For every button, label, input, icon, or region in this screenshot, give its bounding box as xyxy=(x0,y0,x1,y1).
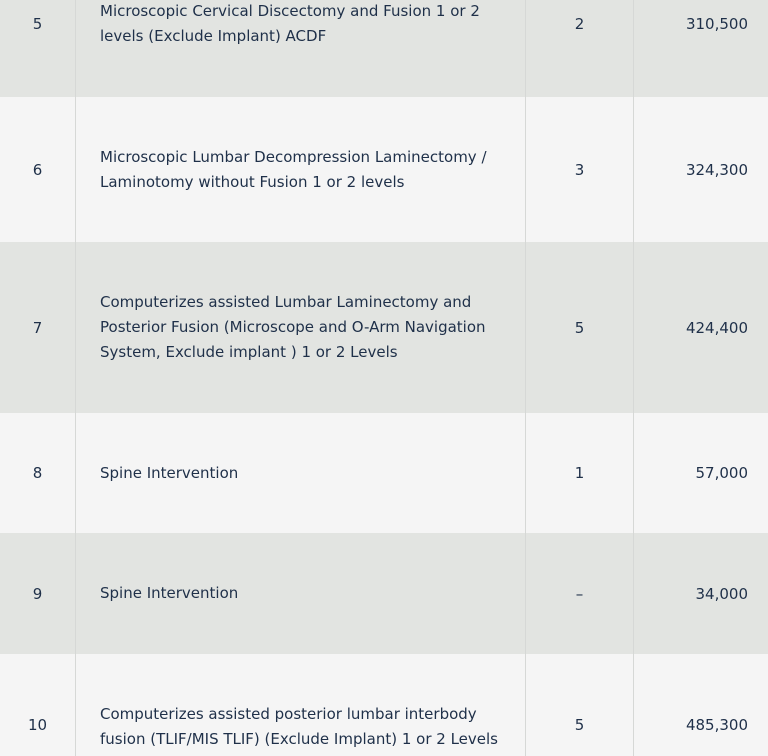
procedure-description: Spine Intervention xyxy=(76,533,526,654)
table-row xyxy=(0,97,768,242)
price: 34,000 xyxy=(695,584,748,603)
procedure-description: Spine Intervention xyxy=(76,413,526,533)
table-row xyxy=(0,0,768,97)
hospital-days: 5 xyxy=(526,654,634,756)
table-row xyxy=(0,413,768,533)
row-number: 8 xyxy=(0,413,76,533)
table-row xyxy=(0,242,768,413)
procedure-description: Computerizes assisted Lumbar Laminectomy and Posterior Fusion (Microscope and O-Arm Navigation System, Exclude implant ) 1 or 2 Levels xyxy=(76,242,526,413)
row-number: 9 xyxy=(0,533,76,654)
hospital-days: 5 xyxy=(526,242,634,413)
price: 485,300 xyxy=(685,716,748,734)
price: 57,000 xyxy=(695,464,748,482)
price: 310,500 xyxy=(685,14,748,33)
hospital-days: 1 xyxy=(526,413,634,533)
table-row xyxy=(0,654,768,756)
procedure-description: Microscopic Lumbar Decompression Laminectomy / Laminotomy without Fusion 1 or 2 levels xyxy=(76,97,526,242)
hospital-days: 3 xyxy=(526,97,634,242)
hospital-days: 2 xyxy=(526,0,634,97)
price: 424,400 xyxy=(685,318,748,337)
row-number: 5 xyxy=(0,0,76,97)
row-number: 10 xyxy=(0,654,76,756)
table-row xyxy=(0,533,768,654)
price: 324,300 xyxy=(685,160,748,179)
procedure-description: Computerizes assisted posterior lumbar interbody fusion (TLIF/MIS TLIF) (Exclude Implant) 1 or 2 Levels xyxy=(76,654,526,756)
row-number: 6 xyxy=(0,97,76,242)
hospital-days: – xyxy=(526,533,634,654)
procedure-description: Microscopic Cervical Discectomy and Fusion 1 or 2 levels (Exclude Implant) ACDF xyxy=(76,0,526,97)
row-number: 7 xyxy=(0,242,76,413)
